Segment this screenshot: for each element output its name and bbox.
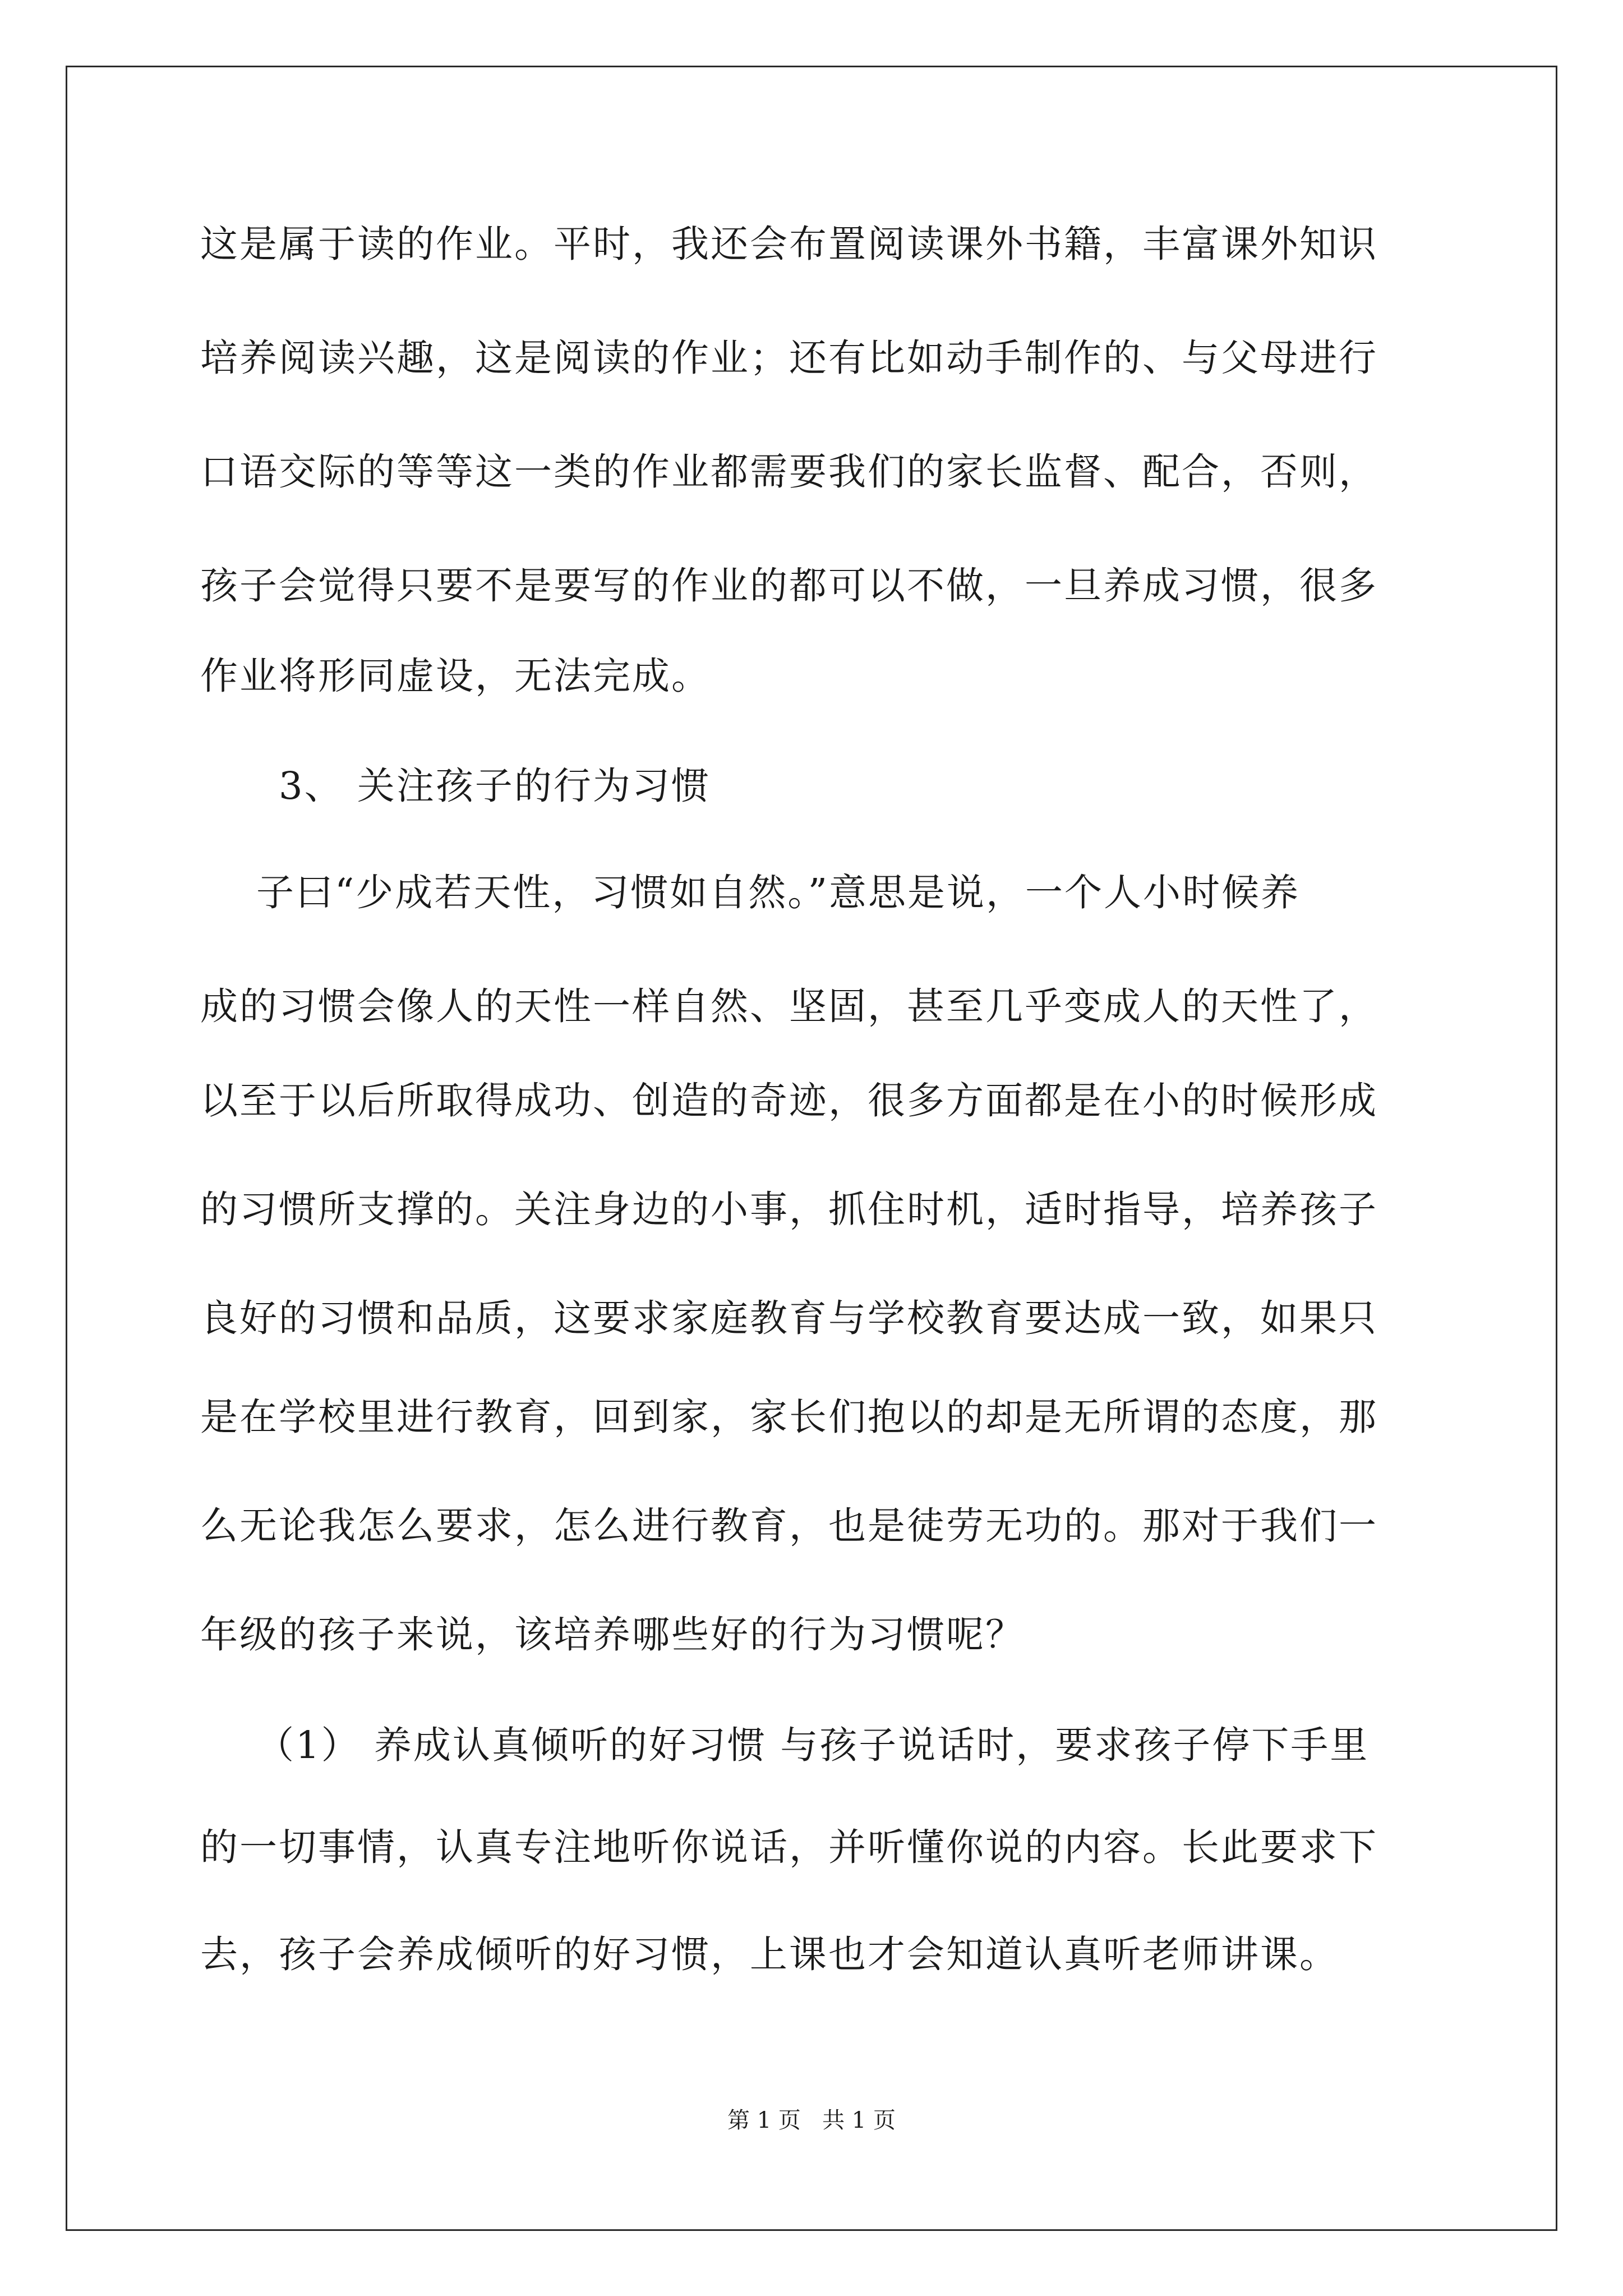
paragraph-line: 孩子会觉得只要不是要写的作业的都可以不做，一旦养成习惯，很多 (200, 564, 1378, 608)
section-heading: 3、 关注孩子的行为习惯 (279, 764, 711, 808)
page-border (66, 66, 1557, 2231)
paragraph-line: 是在学校里进行教育，回到家，家长们抱以的却是无所谓的态度，那 (200, 1395, 1378, 1439)
paragraph-line: 成的习惯会像人的天性一样自然、坚固，甚至几乎变成人的天性了， (200, 984, 1378, 1028)
paragraph-line: 这是属于读的作业。平时，我还会布置阅读课外书籍，丰富课外知识 (200, 222, 1378, 266)
paragraph-line: 年级的孩子来说，该培养哪些好的行为习惯呢？ (200, 1613, 1025, 1657)
paragraph-line: 作业将形同虚设，无法完成。 (200, 654, 711, 698)
paragraph-line: 么无论我怎么要求，怎么进行教育，也是徒劳无功的。那对于我们一 (200, 1504, 1378, 1548)
paragraph-line: 的习惯所支撑的。关注身边的小事，抓住时机，适时指导，培养孩子 (200, 1188, 1378, 1231)
page-number-footer: 第 1 页 共 1 页 (727, 2108, 896, 2133)
paragraph-line: 培养阅读兴趣，这是阅读的作业；还有比如动手制作的、与父母进行 (200, 336, 1378, 380)
list-item-heading: （1） 养成认真倾听的好习惯 与孩子说话时，要求孩子停下手里 (256, 1723, 1370, 1767)
paragraph-line: 子曰“少成若天性，习惯如自然。”意思是说，一个人小时候养 (256, 871, 1301, 914)
paragraph-line: 良好的习惯和品质，这要求家庭教育与学校教育要达成一致，如果只 (200, 1296, 1378, 1340)
paragraph-line: 口语交际的等等这一类的作业都需要我们的家长监督、配合，否则， (200, 450, 1378, 494)
paragraph-line: 的一切事情，认真专注地听你说话，并听懂你说的内容。长此要求下 (200, 1825, 1378, 1869)
paragraph-line: 以至于以后所取得成功、创造的奇迹，很多方面都是在小的时候形成 (200, 1079, 1378, 1122)
paragraph-line: 去，孩子会养成倾听的好习惯，上课也才会知道认真听老师讲课。 (200, 1932, 1339, 1976)
